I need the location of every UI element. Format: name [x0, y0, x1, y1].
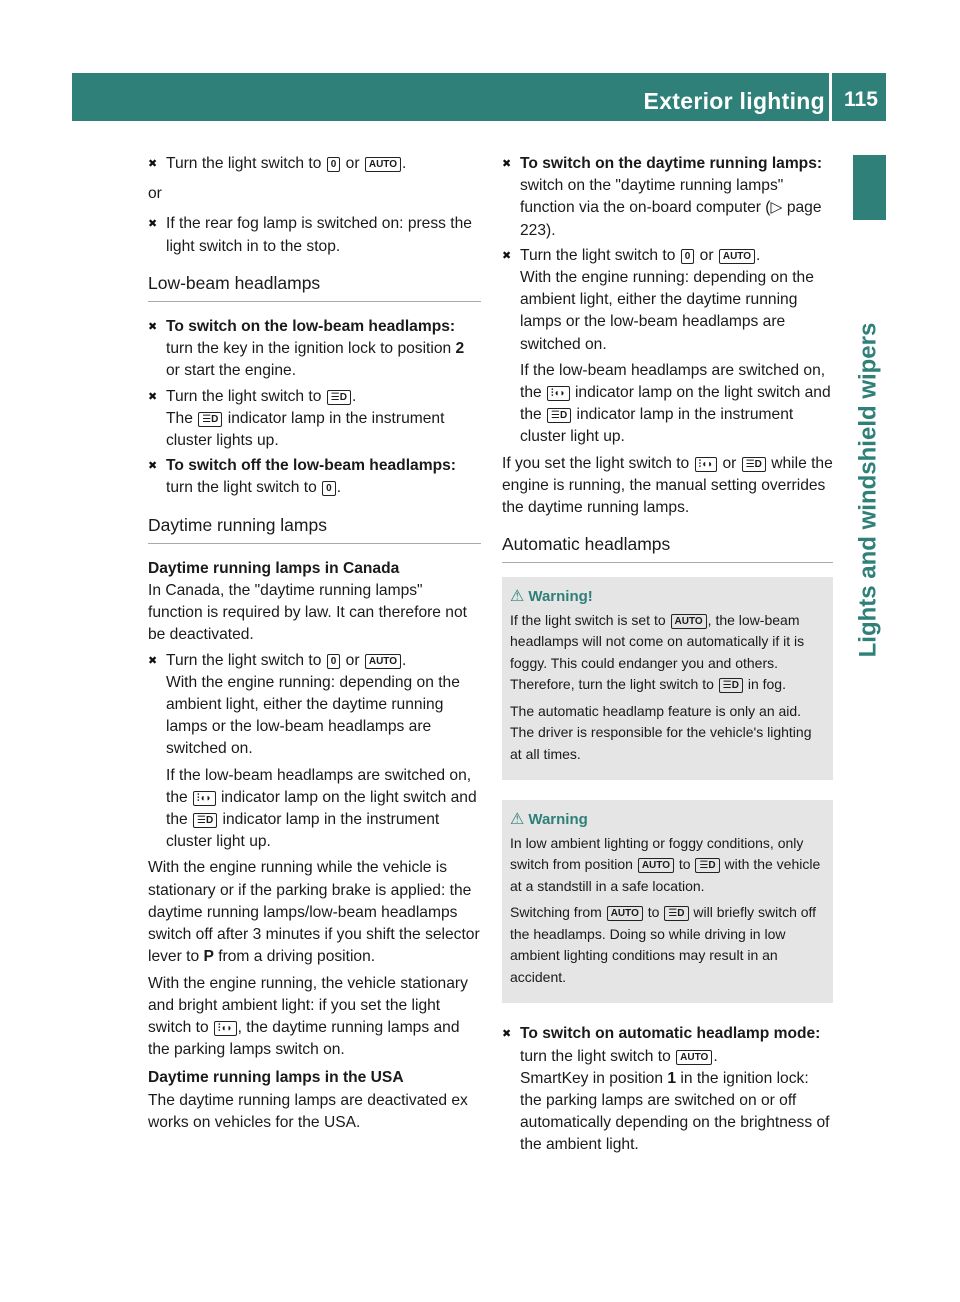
switch-auto-icon: AUTO [365, 157, 401, 172]
arrow-icon: ✖ [148, 460, 158, 473]
warning-box: ⚠ Warning! If the light switch is set to AUTO , the low-beam headlamps will not come on automatically if it is foggy. This could endanger you and others. Therefore, turn the light switch to ☰D in fog. The automatic headlamp feature is only an aid. The driver is responsible for the vehicle's lighting at all times. [502, 577, 833, 780]
arrow-icon: ✖ [502, 1028, 512, 1041]
arrow-icon: ✖ [148, 390, 158, 403]
subheading-usa: Daytime running lamps in the USA [148, 1069, 404, 1087]
list-item: ✖ If the rear fog lamp is switched on: press the light switch in to the stop. [148, 215, 472, 255]
switch-zero-icon: 0 [327, 157, 341, 172]
arrow-icon: ✖ [502, 249, 512, 262]
right-column [502, 153, 833, 1160]
list-item: ✖ Turn the light switch to ☰D . The ☰D indicator lamp in the instrument cluster lights up. [148, 387, 445, 450]
low-beam-icon: ☰D [193, 813, 217, 828]
low-beam-icon: ☰D [719, 678, 743, 693]
list-item: ✖ To switch off the low-beam headlamps: turn the light switch to 0 . [148, 457, 456, 497]
list-item: ✖ Turn the light switch to 0 or AUTO . [148, 153, 481, 175]
page-title: Exterior lighting [643, 88, 825, 114]
switch-zero-icon: 0 [681, 249, 695, 264]
paragraph: With the engine running, the vehicle stationary and bright ambient light: if you set the light switch to ⫶◖◗ , the daytime running lamps and the parking lamps switch on. [148, 974, 468, 1059]
or-text: or [148, 185, 162, 203]
warning-icon: ⚠ [510, 811, 525, 829]
section-heading-daytime: Daytime running lamps [148, 514, 481, 544]
page-number: 115 [844, 88, 878, 111]
paragraph: If you set the light switch to ⫶◖◗ or ☰D while the engine is running, the manual setting overrides the daytime running lamps. [502, 454, 833, 517]
section-heading-low-beam: Low-beam headlamps [148, 272, 481, 302]
parking-lamp-icon: ⫶◖◗ [193, 791, 216, 806]
paragraph: The daytime running lamps are deactivated ex works on vehicles for the USA. [148, 1091, 468, 1131]
low-beam-icon: ☰D [547, 408, 571, 423]
switch-zero-icon: 0 [327, 654, 341, 669]
switch-auto-icon: AUTO [365, 654, 401, 669]
parking-lamp-icon: ⫶◖◗ [547, 386, 570, 401]
chapter-tab [848, 230, 888, 750]
parking-lamp-icon: ⫶◖◗ [695, 457, 718, 472]
switch-zero-icon: 0 [322, 481, 336, 496]
arrow-icon: ✖ [148, 218, 158, 231]
switch-auto-icon: AUTO [638, 858, 674, 873]
low-beam-icon: ☰D [198, 412, 222, 427]
side-marker [853, 155, 886, 220]
low-beam-icon: ☰D [695, 858, 719, 873]
list-item: ✖ Turn the light switch to 0 or AUTO . With the engine running: depending on the ambient light, either the daytime running lamps or the low-beam headlamps are switched on. If the low-beam headlamps are switched on, the ⫶◖◗ indicator lamp on the light switch and the ☰D indicator lamp in the instrument cluster light up. [502, 246, 831, 446]
list-item: ✖ To switch on the low-beam headlamps: turn the key in the ignition lock to position 2 or start the engine. [148, 318, 465, 380]
arrow-icon: ✖ [148, 654, 158, 667]
left-column [148, 153, 481, 1137]
list-item: ✖ To switch on automatic headlamp mode: turn the light switch to AUTO . SmartKey in position 1 in the ignition lock: the parking lamps are switched on or off automatically depending on the brightness of the ambient light. [502, 1025, 830, 1154]
arrow-icon: ✖ [148, 158, 158, 170]
paragraph: With the engine running while the vehicle is stationary or if the parking brake is applied: the daytime running lamps/low-beam headlamps switch off after 3 minutes if you shift the selector lever to P from a driving position. [148, 859, 480, 966]
warning-icon: ⚠ [510, 588, 525, 606]
header-divider [829, 73, 832, 121]
low-beam-icon: ☰D [664, 906, 688, 921]
list-item: ✖ To switch on the daytime running lamps: switch on the "daytime running lamps" function via the on-board computer (▷ page 223). [502, 155, 823, 239]
low-beam-icon: ☰D [327, 390, 351, 405]
warning-title: ⚠ Warning! [510, 588, 593, 606]
warning-box: ⚠ Warning In low ambient lighting or foggy conditions, only switch from position AUTO to ☰D with the vehicle at a standstill in a safe location. Switching from AUTO to ☰D will briefly switch off the headlamps. Doing so while driving in low ambient lighting conditions may result in an accident. [502, 800, 833, 1003]
chapter-tab-label: Lights and windshield wipers [854, 322, 882, 658]
section-heading-automatic: Automatic headlamps [502, 533, 833, 563]
low-beam-icon: ☰D [742, 457, 766, 472]
switch-auto-icon: AUTO [719, 249, 755, 264]
arrow-icon: ✖ [148, 321, 158, 334]
switch-auto-icon: AUTO [607, 906, 643, 921]
switch-auto-icon: AUTO [676, 1050, 712, 1065]
subheading-canada: Daytime running lamps in Canada [148, 559, 400, 577]
arrow-icon: ✖ [502, 158, 512, 170]
parking-lamp-icon: ⫶◖◗ [214, 1021, 237, 1036]
list-item: ✖ Turn the light switch to 0 or AUTO . With the engine running: depending on the ambient light, either the daytime running lamps or the low-beam headlamps are switched on. If the low-beam headlamps are switched on, the ⫶◖◗ indicator lamp on the light switch and the ☰D indicator lamp in the instrument cluster light up. [148, 651, 477, 851]
paragraph: In Canada, the "daytime running lamps" function is required by law. It can therefore not be deactivated. [148, 582, 467, 644]
warning-title: ⚠ Warning [510, 811, 588, 829]
switch-auto-icon: AUTO [671, 614, 707, 629]
